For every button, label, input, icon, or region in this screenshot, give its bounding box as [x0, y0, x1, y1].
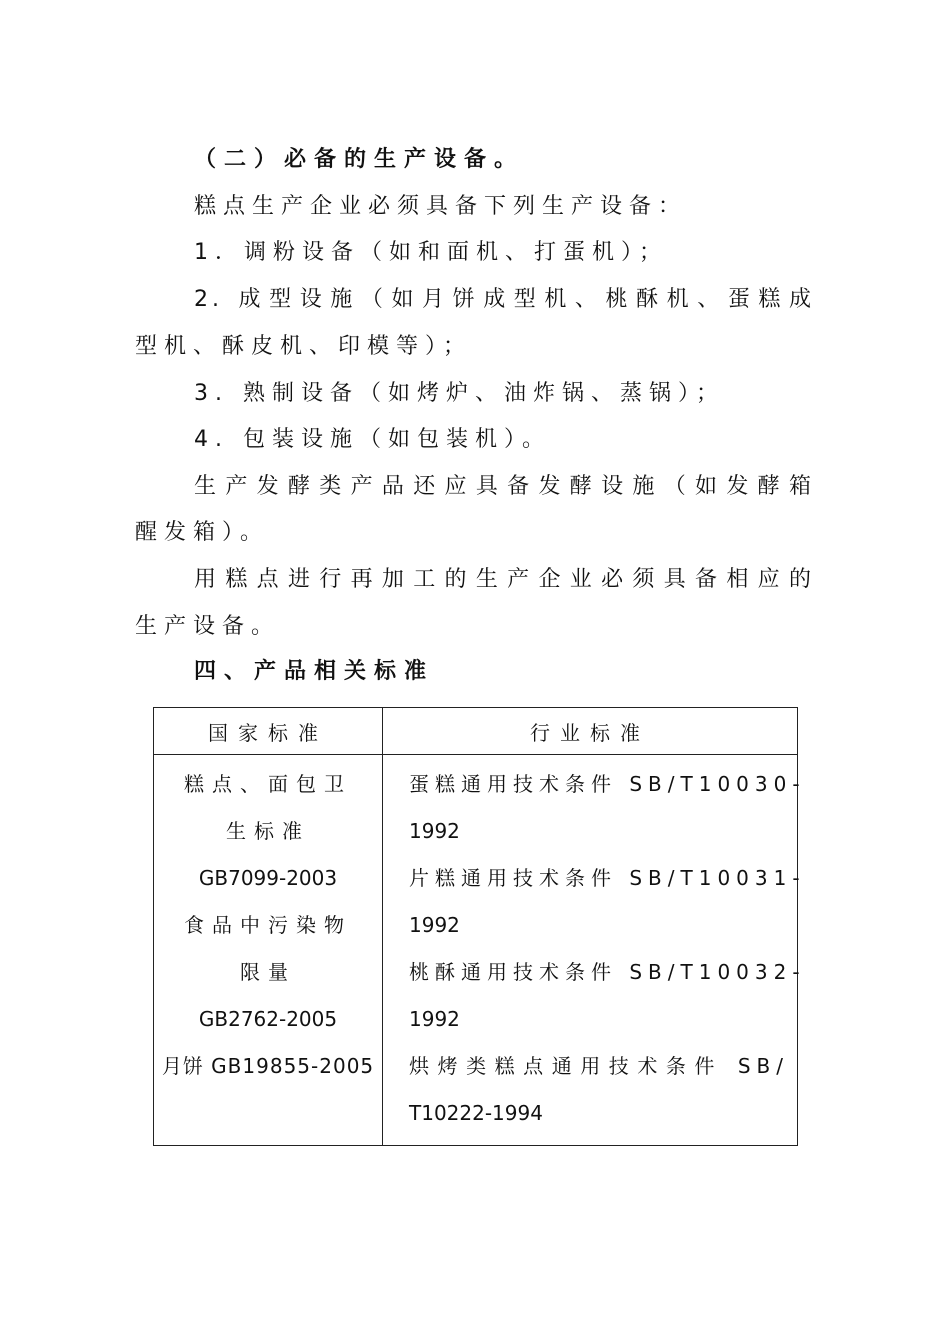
- list-item-1: 1．调粉设备（如和面机、打蛋机）；: [194, 240, 668, 265]
- national-standards-cell: [154, 755, 383, 1146]
- paragraph-ferment-line-2: 醒发箱）。: [135, 520, 270, 545]
- national-line: GB7099-2003: [198, 866, 338, 890]
- header-national-standard: 国家标准: [154, 708, 383, 755]
- paragraph-ferment-line-1: 生产发酵类产品还应具备发酵设施（如发酵箱: [194, 474, 815, 499]
- industry-line: 1992: [409, 819, 460, 843]
- national-line: 限量: [240, 960, 296, 984]
- list-item-2-line-1: 2. 成型设施（如月饼成型机、桃酥机、蛋糕成: [194, 287, 815, 312]
- paragraph-reprocess-line-1: 用糕点进行再加工的生产企业必须具备相应的: [194, 567, 815, 592]
- national-line: 糕点、面包卫: [184, 772, 352, 796]
- section-heading: （二）必备的生产设备。: [194, 147, 525, 172]
- chapter-heading: 四、产品相关标准: [194, 659, 435, 684]
- list-item-3: 3. 熟制设备（如烤炉、油炸锅、蒸锅）；: [194, 381, 725, 406]
- paragraph-intro: 糕点生产企业必须具备下列生产设备：: [194, 194, 688, 219]
- paragraph-reprocess-line-2: 生产设备。: [135, 614, 281, 639]
- industry-line: 蛋糕通用技术条件 SB/T10030-: [409, 772, 806, 796]
- industry-line: T10222-1994: [409, 1101, 543, 1125]
- table-header-row: [154, 708, 798, 755]
- industry-standards-cell: [383, 755, 806, 1146]
- standards-table: [153, 707, 806, 1146]
- list-item-4: 4. 包装设施（如包装机）。: [194, 427, 551, 452]
- industry-line: 片糕通用技术条件 SB/T10031-: [409, 866, 806, 890]
- national-line: 月饼 GB19855-2005: [161, 1054, 375, 1078]
- header-industry-standard: 行业标准: [383, 708, 798, 755]
- table-row: [154, 755, 798, 1146]
- industry-line: 桃酥通用技术条件 SB/T10032-: [409, 960, 806, 984]
- industry-line: 1992: [409, 1007, 460, 1031]
- national-line: GB2762-2005: [198, 1007, 338, 1031]
- national-line: 生标准: [226, 819, 310, 843]
- industry-line: 1992: [409, 913, 460, 937]
- list-item-2-line-2: 型机、酥皮机、印模等）；: [135, 334, 473, 359]
- industry-line: 烘烤类糕点通用技术条件 SB/: [409, 1054, 789, 1078]
- national-line: 食品中污染物: [184, 913, 352, 937]
